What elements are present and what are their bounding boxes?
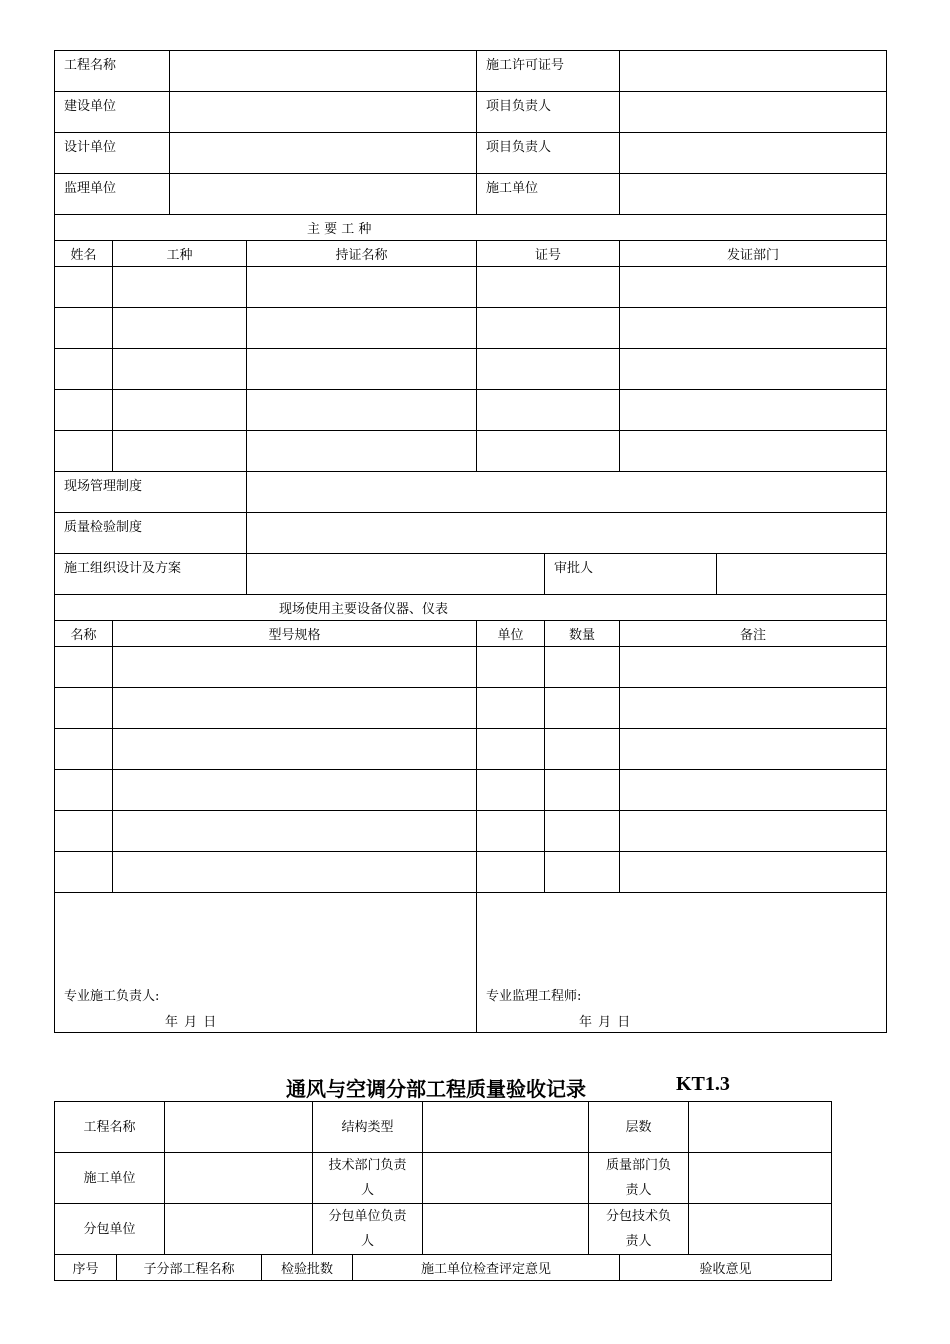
designer-field[interactable]: [170, 133, 477, 174]
ventilation-acceptance-form: [54, 1101, 832, 1255]
site-mgmt-field[interactable]: [247, 472, 887, 513]
tech-dept-head-field[interactable]: [423, 1153, 589, 1204]
form-title: 通风与空调分部工程质量验收记录: [286, 1077, 586, 1101]
table-row: [55, 729, 887, 770]
floors-label: 层数: [589, 1102, 689, 1153]
designer-pm-label: 项目负责人: [477, 133, 620, 174]
construction-plan-label: 施工组织设计及方案: [55, 554, 247, 595]
contractor-sign-date: 年 月 日: [165, 1015, 218, 1030]
structure-type-field[interactable]: [423, 1102, 589, 1153]
sub-project-table-header: [54, 1254, 832, 1281]
table-row: [55, 811, 887, 852]
subcontractor-field[interactable]: [165, 1204, 313, 1255]
quality-system-field[interactable]: [247, 513, 887, 554]
equip-col-qty: 数量: [545, 621, 620, 647]
builder-pm-field[interactable]: [620, 92, 887, 133]
subcontractor-label: 分包单位: [55, 1204, 165, 1255]
approver-label: 审批人: [545, 554, 717, 595]
table-row: [55, 770, 887, 811]
sub-tech-head-field[interactable]: [689, 1204, 832, 1255]
contractor-label-2: 施工单位: [55, 1153, 165, 1204]
col-sub-project-name: 子分部工程名称: [117, 1255, 262, 1281]
trade-col-trade: 工种: [113, 241, 247, 267]
table-row: [55, 647, 887, 688]
project-name-field-2[interactable]: [165, 1102, 313, 1153]
table-row: [55, 308, 887, 349]
supervisor-sign-box[interactable]: [477, 893, 887, 1033]
supervisor-sign-date: 年 月 日: [579, 1015, 632, 1030]
sub-unit-head-field[interactable]: [423, 1204, 589, 1255]
site-mgmt-label: 现场管理制度: [55, 472, 247, 513]
table-row: [55, 390, 887, 431]
trade-col-cert-no: 证号: [477, 241, 620, 267]
table-row: [55, 267, 887, 308]
contractor-label: 施工单位: [477, 174, 620, 215]
quality-dept-head-label: 质量部门负责人: [589, 1153, 689, 1204]
equip-col-name: 名称: [55, 621, 113, 647]
floors-field[interactable]: [689, 1102, 832, 1153]
builder-label: 建设单位: [55, 92, 170, 133]
col-seq: 序号: [55, 1255, 117, 1281]
builder-pm-label: 项目负责人: [477, 92, 620, 133]
trade-col-cert: 持证名称: [247, 241, 477, 267]
builder-field[interactable]: [170, 92, 477, 133]
contractor-sign-label: 专业施工负责人:: [64, 989, 160, 1004]
contractor-sign-box[interactable]: [55, 893, 477, 1033]
sub-tech-head-label: 分包技术负责人: [589, 1204, 689, 1255]
designer-pm-field[interactable]: [620, 133, 887, 174]
designer-label: 设计单位: [55, 133, 170, 174]
table-row: [55, 852, 887, 893]
form-code: KT1.3: [676, 1073, 730, 1095]
sub-unit-head-label: 分包单位负责人: [313, 1204, 423, 1255]
trades-heading: 主 要 工 种: [55, 215, 887, 241]
tech-dept-head-label: 技术部门负责人: [313, 1153, 423, 1204]
contractor-field[interactable]: [620, 174, 887, 215]
approver-field[interactable]: [717, 554, 887, 595]
table-row: [55, 688, 887, 729]
permit-no-field[interactable]: [620, 51, 887, 92]
permit-no-label: 施工许可证号: [477, 51, 620, 92]
supervisor-field[interactable]: [170, 174, 477, 215]
equip-col-remark: 备注: [620, 621, 887, 647]
trade-col-issuer: 发证部门: [620, 241, 887, 267]
table-row: [55, 431, 887, 472]
table-row: [55, 349, 887, 390]
col-acceptance-opinion: 验收意见: [620, 1255, 832, 1281]
supervisor-sign-label: 专业监理工程师:: [486, 989, 582, 1004]
project-name-label-2: 工程名称: [55, 1102, 165, 1153]
equipment-heading: 现场使用主要设备仪器、仪表: [55, 595, 887, 621]
col-batch-count: 检验批数: [262, 1255, 353, 1281]
site-quality-management-form: [54, 50, 887, 1033]
quality-dept-head-field[interactable]: [689, 1153, 832, 1204]
project-name-field[interactable]: [170, 51, 477, 92]
quality-system-label: 质量检验制度: [55, 513, 247, 554]
trade-col-name: 姓名: [55, 241, 113, 267]
contractor-field-2[interactable]: [165, 1153, 313, 1204]
project-name-label: 工程名称: [55, 51, 170, 92]
equip-col-unit: 单位: [477, 621, 545, 647]
supervisor-label: 监理单位: [55, 174, 170, 215]
equip-col-model: 型号规格: [113, 621, 477, 647]
structure-type-label: 结构类型: [313, 1102, 423, 1153]
col-contractor-opinion: 施工单位检查评定意见: [353, 1255, 620, 1281]
construction-plan-field[interactable]: [247, 554, 545, 595]
